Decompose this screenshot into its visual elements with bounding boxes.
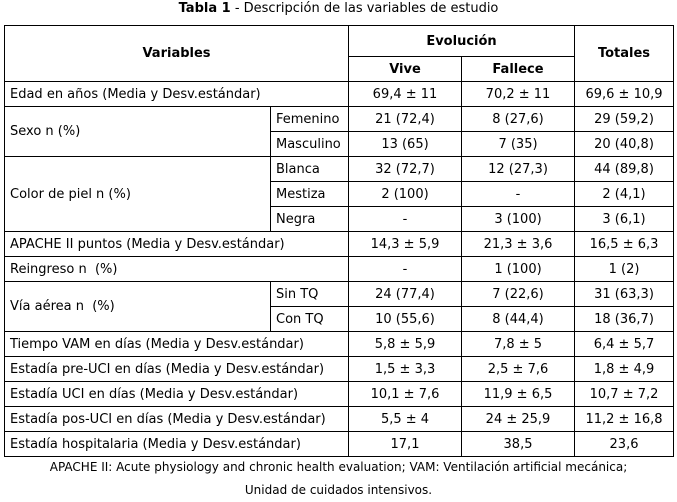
cell-fallece: -: [462, 182, 575, 207]
row-label: Tiempo VAM en días (Media y Desv.estándar): [5, 332, 349, 357]
cell-fallece: 7 (22,6): [462, 282, 575, 307]
cell-fallece: 21,3 ± 3,6: [462, 232, 575, 257]
row-label: Estadía hospitalaria (Media y Desv.estándar): [5, 432, 349, 457]
cell-vive: -: [349, 207, 462, 232]
header-variables: Variables: [5, 26, 349, 82]
cell-totales: 16,5 ± 6,3: [575, 232, 674, 257]
cell-totales: 1,8 ± 4,9: [575, 357, 674, 382]
row-label: Color de piel n (%): [5, 157, 271, 232]
cell-fallece: 7 (35): [462, 132, 575, 157]
table-row: [5, 232, 674, 257]
cell-vive: 32 (72,7): [349, 157, 462, 182]
cell-vive: 14,3 ± 5,9: [349, 232, 462, 257]
cell-fallece: 70,2 ± 11: [462, 82, 575, 107]
cell-fallece: 8 (44,4): [462, 307, 575, 332]
row-sublabel: Masculino: [271, 132, 349, 157]
table-row: [5, 107, 674, 132]
cell-vive: 10 (55,6): [349, 307, 462, 332]
row-sublabel: Sin TQ: [271, 282, 349, 307]
table-row: [5, 82, 674, 107]
cell-totales: 23,6: [575, 432, 674, 457]
cell-totales: 2 (4,1): [575, 182, 674, 207]
cell-totales: 29 (59,2): [575, 107, 674, 132]
table-row: [5, 407, 674, 432]
cell-vive: 13 (65): [349, 132, 462, 157]
row-label: Reingreso n (%): [5, 257, 349, 282]
row-label: Edad en años (Media y Desv.estándar): [5, 82, 349, 107]
cell-totales: 11,2 ± 16,8: [575, 407, 674, 432]
cell-fallece: 24 ± 25,9: [462, 407, 575, 432]
header-evolucion: Evolución: [349, 26, 575, 57]
cell-totales: 10,7 ± 7,2: [575, 382, 674, 407]
cell-vive: 5,5 ± 4: [349, 407, 462, 432]
row-label: Estadía UCI en días (Media y Desv.estándar): [5, 382, 349, 407]
table-row: [5, 282, 674, 307]
cell-fallece: 3 (100): [462, 207, 575, 232]
cell-totales: 31 (63,3): [575, 282, 674, 307]
cell-vive: 24 (77,4): [349, 282, 462, 307]
row-label: APACHE II puntos (Media y Desv.estándar): [5, 232, 349, 257]
table-row: [5, 257, 674, 282]
table-footnote: [0, 456, 677, 502]
cell-vive: 17,1: [349, 432, 462, 457]
table-row: [5, 432, 674, 457]
footnote-line-2: Unidad de cuidados intensivos.: [244, 483, 433, 497]
cell-fallece: 8 (27,6): [462, 107, 575, 132]
caption-bold: Tabla 1: [178, 1, 231, 16]
caption-text: - Descripción de las variables de estudio: [230, 1, 499, 16]
cell-fallece: 7,8 ± 5: [462, 332, 575, 357]
cell-totales: 69,6 ± 10,9: [575, 82, 674, 107]
table-row: [5, 157, 674, 182]
footnote-line-1: APACHE II: Acute physiology and chronic health evaluation; VAM: Ventilación artificial mecánica;: [49, 460, 628, 474]
cell-vive: 21 (72,4): [349, 107, 462, 132]
cell-fallece: 1 (100): [462, 257, 575, 282]
cell-fallece: 38,5: [462, 432, 575, 457]
row-sublabel: Mestiza: [271, 182, 349, 207]
cell-vive: 2 (100): [349, 182, 462, 207]
row-sublabel: Blanca: [271, 157, 349, 182]
header-row-1: [5, 26, 674, 57]
header-fallece: Fallece: [462, 57, 575, 82]
row-sublabel: Negra: [271, 207, 349, 232]
cell-vive: 69,4 ± 11: [349, 82, 462, 107]
row-label: Estadía pre-UCI en días (Media y Desv.estándar): [5, 357, 349, 382]
cell-totales: 6,4 ± 5,7: [575, 332, 674, 357]
cell-vive: -: [349, 257, 462, 282]
row-label: Estadía pos-UCI en días (Media y Desv.estándar): [5, 407, 349, 432]
header-vive: Vive: [349, 57, 462, 82]
cell-vive: 10,1 ± 7,6: [349, 382, 462, 407]
cell-totales: 1 (2): [575, 257, 674, 282]
table-caption: [0, 1, 677, 17]
row-label: Vía aérea n (%): [5, 282, 271, 332]
header-totales: Totales: [575, 26, 674, 82]
row-label: Sexo n (%): [5, 107, 271, 157]
cell-fallece: 12 (27,3): [462, 157, 575, 182]
row-sublabel: Femenino: [271, 107, 349, 132]
row-sublabel: Con TQ: [271, 307, 349, 332]
cell-vive: 5,8 ± 5,9: [349, 332, 462, 357]
variables-table: [4, 25, 674, 457]
cell-vive: 1,5 ± 3,3: [349, 357, 462, 382]
table-row: [5, 332, 674, 357]
cell-totales: 20 (40,8): [575, 132, 674, 157]
table-row: [5, 382, 674, 407]
cell-totales: 3 (6,1): [575, 207, 674, 232]
cell-fallece: 11,9 ± 6,5: [462, 382, 575, 407]
cell-totales: 44 (89,8): [575, 157, 674, 182]
cell-fallece: 2,5 ± 7,6: [462, 357, 575, 382]
table-row: [5, 357, 674, 382]
cell-totales: 18 (36,7): [575, 307, 674, 332]
